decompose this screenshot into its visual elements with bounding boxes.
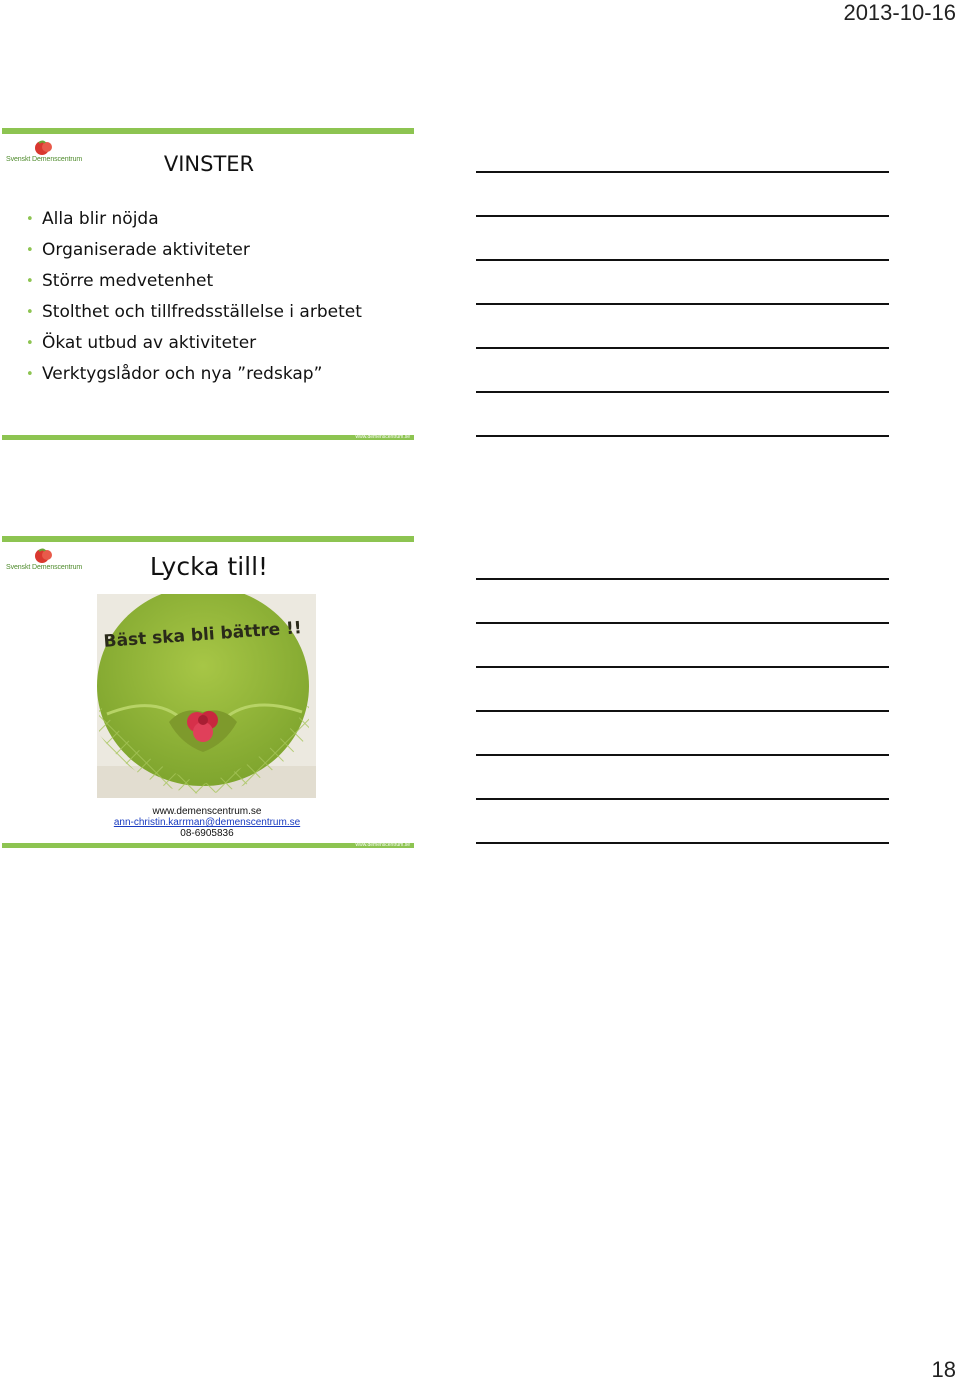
note-line [476, 435, 889, 437]
bullet-item: • Alla blir nöjda [26, 204, 362, 235]
note-line [476, 842, 889, 844]
bullet-item: • Verktygslådor och nya ”redskap” [26, 359, 362, 390]
note-line [476, 391, 889, 393]
logo-text: Svenskt Demenscentrum [6, 156, 83, 163]
website-link[interactable]: www.demenscentrum.se [152, 806, 262, 817]
logo-text: Svenskt Demenscentrum [6, 564, 83, 571]
slide-top-bar [2, 536, 414, 542]
note-line [476, 171, 889, 173]
slide-footer-url: www.demenscentrum.se [355, 842, 410, 848]
note-line [476, 754, 889, 756]
slide-lycka-till [0, 536, 414, 848]
contact-info [0, 806, 414, 839]
note-line [476, 347, 889, 349]
note-line [476, 259, 889, 261]
slide-bottom-bar [2, 843, 414, 848]
note-line [476, 578, 889, 580]
email-link[interactable]: ann-christin.karrman@demenscentrum.se [113, 817, 301, 828]
slide-top-bar [2, 128, 414, 134]
note-line [476, 215, 889, 217]
slide-footer-url: www.demenscentrum.se [355, 434, 410, 440]
note-line [476, 666, 889, 668]
note-line [476, 622, 889, 624]
bullet-list [26, 204, 362, 390]
bullet-item: • Ökat utbud av aktiviteter [26, 328, 362, 359]
note-line [476, 303, 889, 305]
bullet-item: • Organiserade aktiviteter [26, 235, 362, 266]
slide-bottom-bar [2, 435, 414, 440]
bullet-item: • Stolthet och tillfredsställelse i arbetet [26, 297, 362, 328]
slide-title: VINSTER [163, 152, 255, 176]
page-number: 18 [931, 1357, 956, 1382]
header-date: 2013-10-16 [843, 0, 956, 25]
slide-title: Lycka till! [149, 552, 269, 581]
cake-photo [97, 594, 316, 798]
phone-number: 08-6905836 [180, 828, 234, 839]
note-line [476, 710, 889, 712]
note-line [476, 798, 889, 800]
slide-vinster [0, 128, 414, 440]
bullet-item: • Större medvetenhet [26, 266, 362, 297]
cake-inscription: Bäst ska bli bättre !! [102, 618, 303, 652]
